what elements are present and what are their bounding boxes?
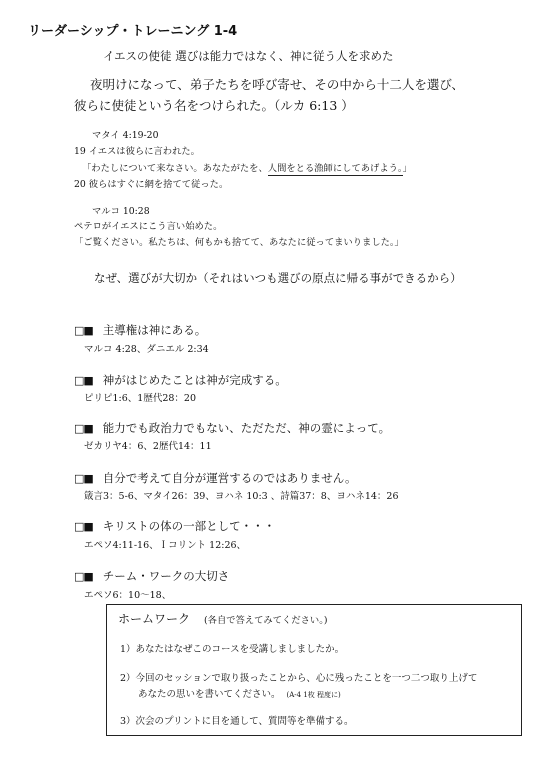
list-item-text: キリストの体の一部として・・・ <box>102 519 276 533</box>
list-item <box>74 372 287 388</box>
homework-question-2-line-2: あなたの思いを書いてください。 <box>138 689 281 700</box>
passage-b-line-1: ペテロがイエスにこう言い始めた。 <box>74 221 223 232</box>
list-item-text: チーム・ワークの大切さ <box>102 569 230 583</box>
subtitle: イエスの使徒 選びは能力ではなく、神に従う人を求めた <box>103 49 394 63</box>
passage-b-reference: マルコ 10:28 <box>92 206 150 217</box>
homework-heading <box>118 610 327 627</box>
lead-line-2: 彼らに使徒という名をつけられた。（ルカ 6:13 ） <box>74 98 354 113</box>
page-title: リーダーシップ・トレーニング 1-4 <box>28 24 238 39</box>
homework-note: (各自で答えてみてください。) <box>204 615 328 626</box>
checkbox-mark: □■ <box>74 472 93 485</box>
list-item-refs: 箴言3：5-6、マタイ26：39、ヨハネ 10:3 、詩篇37：8、ヨハネ14：26 <box>84 491 399 502</box>
passage-a-underlined-phrase: 人間をとる漁師にしてあげよう。 <box>267 163 403 174</box>
homework-title: ホームワーク <box>118 612 191 626</box>
passage-a-line-2 <box>82 160 412 174</box>
list-item-refs: マルコ 4:28、ダニエル 2:34 <box>84 344 209 355</box>
list-item-refs: エペソ4:11-16、Ｉコリント 12:26、 <box>84 540 247 551</box>
lead-line-1: 夜明けになって、弟子たちを呼び寄せ、その中から十二人を選び、 <box>90 77 464 92</box>
list-item-text: 神がはじめたことは神が完成する。 <box>102 373 287 387</box>
passage-a-reference: マタイ 4:19-20 <box>92 130 159 141</box>
homework-question-2-continued <box>138 686 341 700</box>
passage-b-line-2: 「ご覧ください。私たちは、何もかも捨てて、あなたに従ってまいりました。」 <box>74 237 404 248</box>
homework-question-3: 3）次会のプリントに目を通して、質問等を準備する。 <box>120 716 354 727</box>
homework-question-1: 1）あなたはなぜこのコースを受講しましましたか。 <box>120 644 345 655</box>
checkbox-mark: □■ <box>74 570 93 583</box>
homework-question-2: 2）今回のセッションで取り扱ったことから、心に残ったことを一つ二つ取り上げて <box>120 673 478 684</box>
passage-a-line-2-before: 「わたしについて来なさい。あなたがたを、 <box>82 163 268 174</box>
list-item-refs: ゼカリヤ4：6、2歴代14：11 <box>84 441 212 452</box>
checkbox-mark: □■ <box>74 374 93 387</box>
homework-question-2-note: (A-4 1枚 程度に) <box>286 691 341 699</box>
list-item <box>74 470 356 486</box>
list-item-refs: ピリピ1:6、1歴代28：20 <box>84 393 197 404</box>
passage-a-line-3: 20 彼らはすぐに網を捨てて従った。 <box>74 179 229 190</box>
list-item-text: 能力でも政治力でもない、ただただ、神の霊によって。 <box>102 421 391 435</box>
passage-a-line-2-after: 」 <box>402 163 412 174</box>
checkbox-mark: □■ <box>74 520 93 533</box>
list-item <box>74 420 390 436</box>
list-item <box>74 322 206 338</box>
list-item-text: 自分で考えて自分が運営するのではありません。 <box>102 471 357 485</box>
list-item-refs: エペソ6：10〜18、 <box>84 590 172 601</box>
why-heading: なぜ、選びが大切か（それはいつも選びの原点に帰る事ができるから） <box>94 271 462 285</box>
list-item <box>74 568 229 584</box>
checkbox-mark: □■ <box>74 422 93 435</box>
passage-a-line-1: 19 イエスは彼らに言われた。 <box>74 146 200 157</box>
checkbox-mark: □■ <box>74 324 93 337</box>
list-item <box>74 518 275 534</box>
list-item-text: 主導権は神にある。 <box>102 323 207 337</box>
